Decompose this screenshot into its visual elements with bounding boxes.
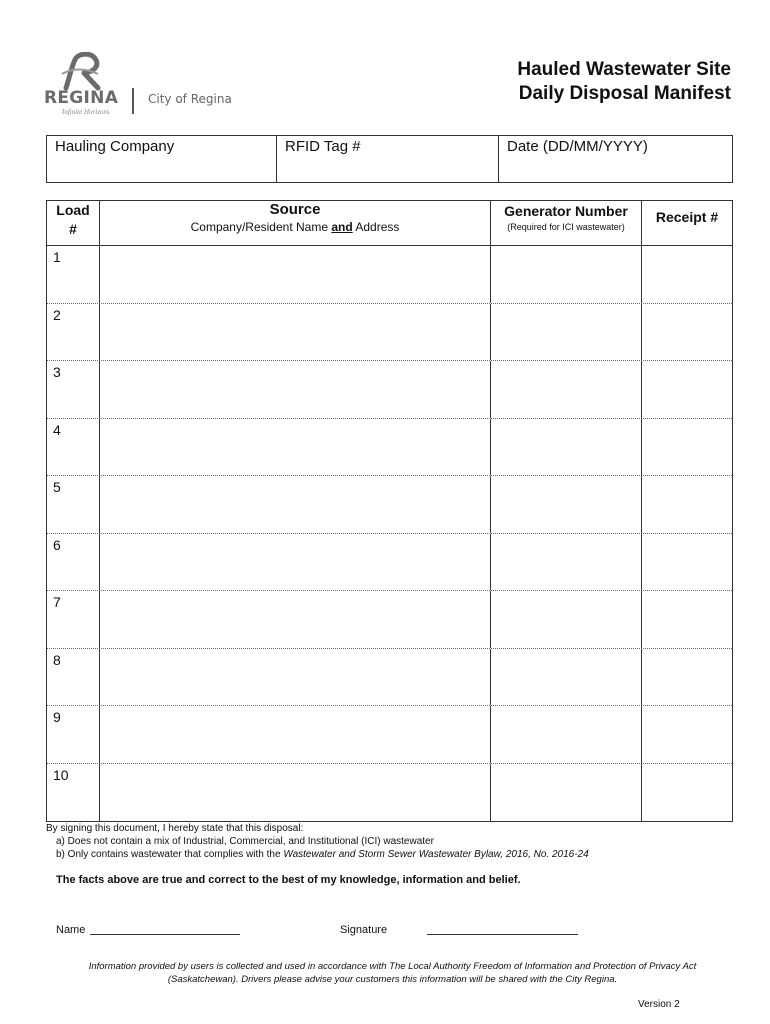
source-cell[interactable] [100,706,491,763]
source-cell[interactable] [100,764,491,822]
table-row [47,246,732,304]
generator-number-cell[interactable] [491,649,642,706]
source-cell[interactable] [100,419,491,476]
receipt-cell[interactable] [642,534,732,591]
load-number-cell: 10 [47,764,100,822]
load-number-cell: 4 [47,419,100,476]
facts-statement: The facts above are true and correct to the best of my knowledge, information and belief. [56,874,521,886]
generator-title: Generator Number [504,203,628,219]
privacy-notice: Information provided by users is collected and used in accordance with The Local Authority Freedom of Information and Protection of Privacy Act (Saskatchewan). Drivers please advise your customers this information will be shared with the City Regina. [88,961,697,985]
source-cell[interactable] [100,591,491,648]
table-row [47,419,732,477]
receipt-cell[interactable] [642,706,732,763]
source-cell[interactable] [100,534,491,591]
receipt-cell[interactable] [642,649,732,706]
generator-number-cell[interactable] [491,419,642,476]
logo-tagline: Infinite Horizons [62,108,110,116]
receipt-cell[interactable] [642,591,732,648]
loads-table [46,200,733,822]
load-number-cell: 1 [47,246,100,303]
logo-city-name: City of Regina [148,92,232,106]
source-cell[interactable] [100,476,491,533]
load-header: Load # [47,201,100,245]
load-number-cell: 9 [47,706,100,763]
source-cell[interactable] [100,304,491,361]
table-row [47,591,732,649]
generator-number-cell[interactable] [491,706,642,763]
rfid-tag-label: RFID Tag # [285,138,361,155]
source-cell[interactable] [100,246,491,303]
load-number-cell: 6 [47,534,100,591]
generator-number-cell[interactable] [491,591,642,648]
table-row [47,764,732,822]
receipt-cell[interactable] [642,246,732,303]
receipt-header: Receipt # [655,209,719,225]
table-header [47,201,732,246]
generator-number-cell[interactable] [491,534,642,591]
table-body [47,246,732,821]
load-number-cell: 5 [47,476,100,533]
table-row [47,534,732,592]
source-cell[interactable] [100,361,491,418]
generator-number-cell[interactable] [491,361,642,418]
declaration-intro: By signing this document, I hereby state that this disposal: [46,823,304,834]
signature-label: Signature [340,924,388,936]
generator-number-cell[interactable] [491,304,642,361]
receipt-cell[interactable] [642,361,732,418]
load-number-cell: 8 [47,649,100,706]
generator-number-cell[interactable] [491,476,642,533]
table-row [47,649,732,707]
logo-divider [132,88,134,114]
table-row [47,361,732,419]
declaration-item-a: a) Does not contain a mix of Industrial, Commercial, and Institutional (ICI) wastewater [56,836,434,847]
generator-number-cell[interactable] [491,246,642,303]
source-header [100,201,491,245]
table-row [47,304,732,362]
date-field[interactable] [499,136,732,182]
generator-subtitle: (Required for ICI wastewater) [507,222,625,232]
page-title [517,58,731,106]
title-line-2: Daily Disposal Manifest [518,83,731,104]
receipt-cell[interactable] [642,764,732,822]
table-row [47,476,732,534]
receipt-cell[interactable] [642,304,732,361]
title-line-1: Hauled Wastewater Site [517,59,731,80]
logo-wordmark: REGINA [44,88,119,108]
name-label: Name [56,924,86,936]
generator-number-cell[interactable] [491,764,642,822]
date-label: Date (DD/MM/YYYY) [507,138,648,155]
table-row [47,706,732,764]
source-title: Source [269,201,321,218]
rfid-tag-field[interactable] [277,136,499,182]
hauling-company-label: Hauling Company [55,138,175,155]
name-input-line[interactable] [90,934,240,935]
hauling-company-field[interactable] [47,136,277,182]
load-number-cell: 2 [47,304,100,361]
generator-header [491,201,642,245]
load-number-cell: 3 [47,361,100,418]
regina-r-mark-icon [58,52,104,92]
declaration [46,822,736,861]
source-subtitle: Company/Resident Name and Address [190,220,400,234]
city-logo [44,52,244,122]
source-cell[interactable] [100,649,491,706]
version-label: Version 2 [638,999,680,1010]
signature-input-line[interactable] [427,934,578,935]
receipt-cell[interactable] [642,419,732,476]
receipt-cell[interactable] [642,476,732,533]
header-fields [46,135,733,183]
declaration-item-b: b) Only contains wastewater that complies with the Wastewater and Storm Sewer Wastewater Bylaw, 2016, No. 2016-24 [56,849,589,860]
load-number-cell: 7 [47,591,100,648]
